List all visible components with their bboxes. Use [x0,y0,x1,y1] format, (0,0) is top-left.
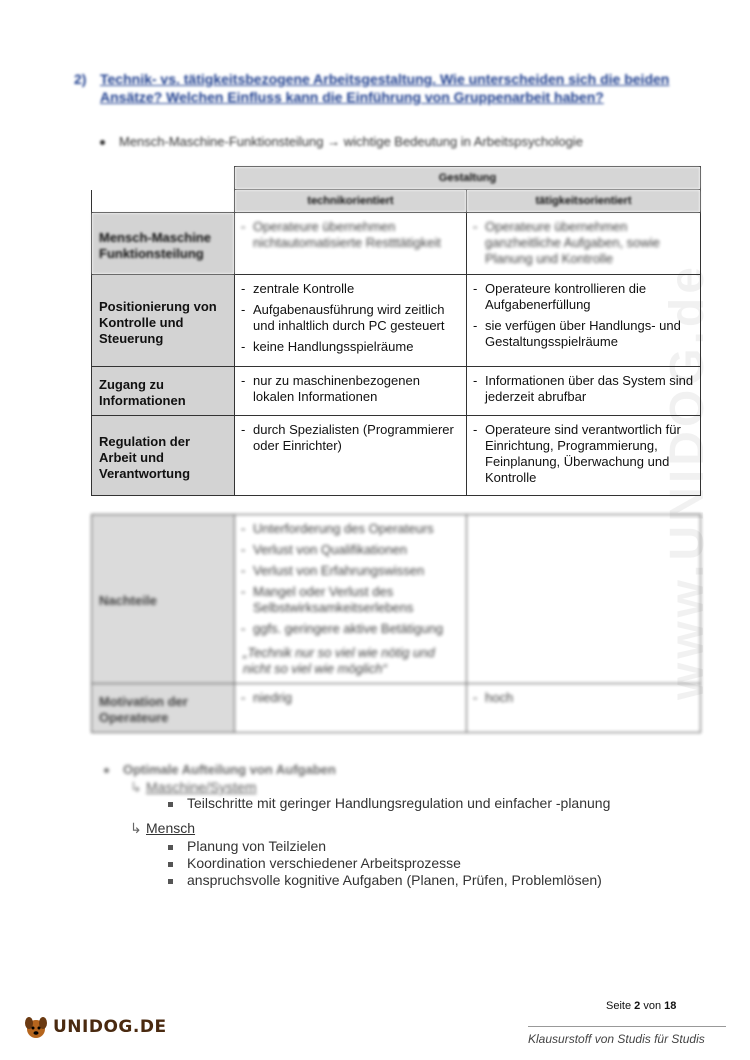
cell-tech-3 [235,416,467,496]
row-label-nachteile: Nachteile [92,515,235,684]
list-item: - nur zu maschinenbezogenen lokalen Informationen [239,373,462,405]
question-heading [74,70,684,106]
intro-bullet-text: Mensch-Maschine-Funktionsteilung → wichtige Bedeutung in Arbeitspsychologie [119,134,583,149]
page-prefix: Seite [606,1000,632,1012]
list-item: - sie verfügen über Handlungs- und Gestaltungsspielräume [471,318,696,350]
cell-task-2 [467,367,701,416]
cell-task-motivation [467,684,701,733]
square-bullet-icon [168,845,173,850]
column-header-tech: technikorientiert [235,190,467,213]
machine-item [168,795,610,811]
footer-divider [528,1026,726,1027]
machine-item-text: Teilschritte mit geringer Handlungsregulation und einfacher -planung [187,795,611,811]
hook-arrow-icon: ↳ [130,779,142,795]
human-item-text: Planung von Teilzielen [187,838,327,854]
list-item: - Operateure übernehmen nichtautomatisierte Restttätigkeit [239,219,462,251]
cell-task-1 [467,275,701,367]
list-item: - Operateure übernehmen ganzheitliche Aufgaben, sowie Planung und Kontrolle [471,219,696,267]
quote: „Technik nur so viel wie nötig und nicht so viel wie möglich“ [243,645,435,676]
unidog-logo [22,1014,167,1040]
list-item: - Operateure sind verantwortlich für Einrichtung, Programmierung, Feinplanung, Überwachung und Kontrolle [471,422,696,486]
page-mid: von [643,1000,662,1012]
page-total: 18 [664,1000,677,1012]
bullet-icon [100,140,105,145]
human-label: Mensch [146,820,196,836]
page-number [606,1000,676,1012]
list-item: - Mangel oder Verlust des Selbstwirksamkeitserlebens [239,584,462,616]
list-item: - Operateure kontrollieren die Aufgabenerfüllung [471,281,696,313]
cell-task-3 [467,416,701,496]
cell-task-0 [467,213,701,275]
machine-label: Maschine/System [146,779,257,795]
list-item: - Aufgabenausführung wird zeitlich und inhaltlich durch PC gesteuert [239,302,462,334]
row-label-funktionsteilung: Mensch-Maschine Funktionsteilung [92,213,235,275]
optimal-heading [104,762,336,777]
list-item: - Verlust von Qualifikationen [239,542,462,558]
list-item: - hoch [471,690,696,706]
square-bullet-icon [168,879,173,884]
human-item [168,872,602,888]
row-label-informationen: Zugang zu Informationen [92,367,235,416]
logo-text: UNIDOG.DE [53,1017,167,1037]
tagline: Klausurstoff von Studis für Studis [528,1032,705,1046]
human-item-text: anspruchsvolle kognitive Aufgaben (Planen, Prüfen, Problemlösen) [187,872,602,888]
cell-tech-2 [235,367,467,416]
list-item: - Informationen über das System sind jederzeit abrufbar [471,373,696,405]
question-text: Technik- vs. tätigkeitsbezogene Arbeitsgestaltung. Wie unterscheiden sich die beiden Ansätze? Welchen Einfluss kann die Einführung von Gruppenarbeit haben? [100,71,670,105]
list-item: - Verlust von Erfahrungswissen [239,563,462,579]
list-item: - niedrig [239,690,462,706]
list-item: - Unterforderung des Operateurs [239,521,462,537]
list-item: - zentrale Kontrolle [239,281,462,297]
column-header-task: tätigkeitsorientiert [467,190,701,213]
list-item: - keine Handlungsspielräume [239,339,462,355]
watermark: www.UNIDOG.de [661,263,714,700]
square-bullet-icon [168,802,173,807]
machine-subheading [130,779,256,796]
dog-icon [22,1014,50,1040]
row-label-regulation: Regulation der Arbeit und Verantwortung [92,416,235,496]
hook-arrow-icon: ↳ [130,820,142,836]
cell-task-nachteile [467,515,701,684]
cell-tech-0 [235,213,467,275]
cell-tech-1 [235,275,467,367]
cell-tech-nachteile [235,515,467,684]
question-number: 2) [74,71,87,87]
bullet-icon [104,768,109,773]
human-item [168,855,461,871]
cell-tech-motivation [235,684,467,733]
table-header-gestaltung: Gestaltung [235,167,701,190]
comparison-table [91,166,701,496]
optimal-title: Optimale Aufteilung von Aufgaben [123,762,336,777]
human-item-text: Koordination verschiedener Arbeitsprozesse [187,855,461,871]
human-subheading [130,820,195,837]
square-bullet-icon [168,862,173,867]
page-current: 2 [634,1000,641,1012]
human-item [168,838,326,854]
row-label-motivation: Motivation der Operateure [92,684,235,733]
intro-bullet [100,134,583,149]
list-item: - durch Spezialisten (Programmierer oder Einrichter) [239,422,462,454]
row-label-kontrolle: Positionierung von Kontrolle und Steuerung [92,275,235,367]
disadvantages-table [91,514,701,733]
list-item: - ggfs. geringere aktive Betätigung [239,621,462,637]
